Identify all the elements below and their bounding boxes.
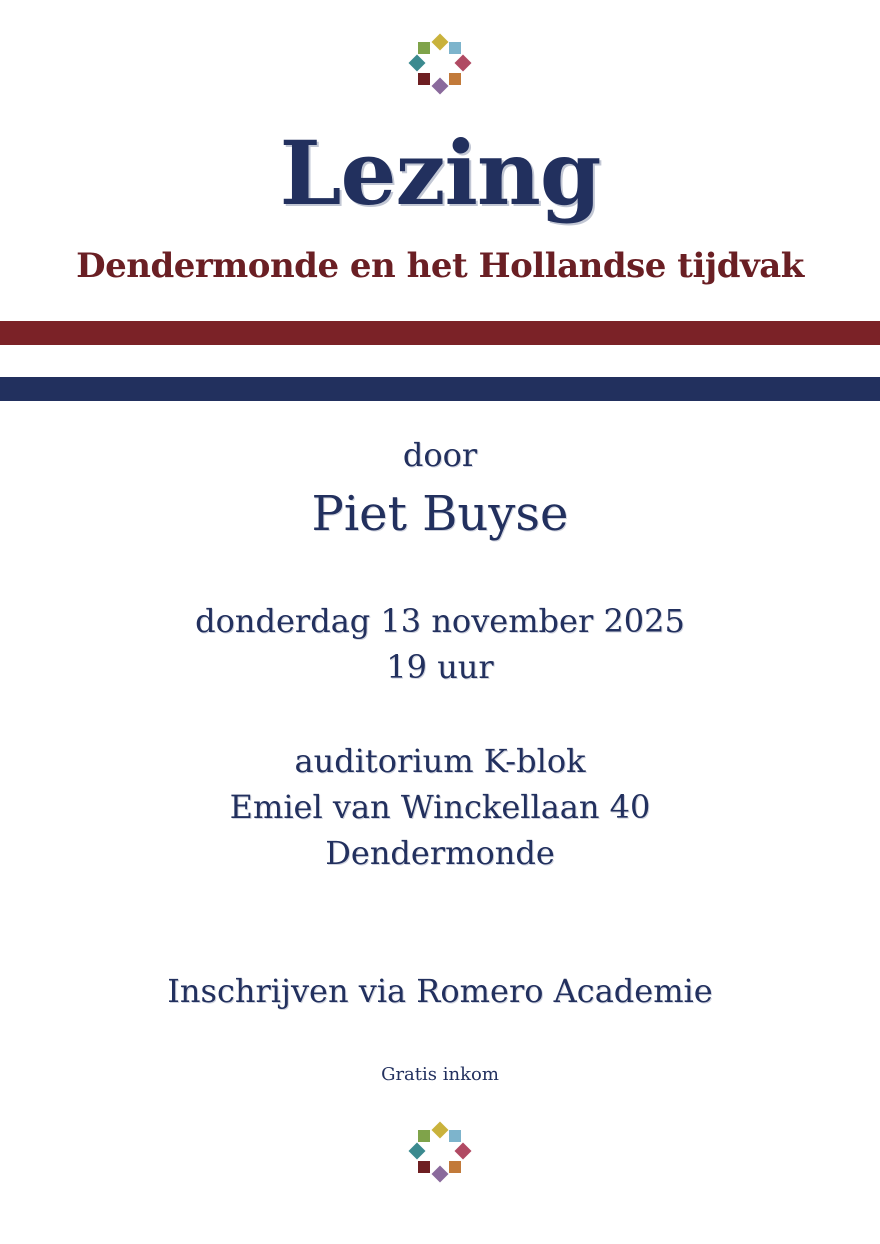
red-stripe: [0, 321, 880, 345]
logo-square-bottom: [432, 1166, 449, 1183]
logo-square-right: [455, 55, 472, 72]
event-date: donderdag 13 november 2025: [195, 602, 685, 640]
free-entry-note: Gratis inkom: [381, 1064, 499, 1085]
logo-square-top-left: [418, 42, 430, 54]
lecture-subtitle: Dendermonde en het Hollandse tijdvak: [76, 246, 804, 286]
speaker-intro: door: [402, 436, 478, 474]
romero-logo-icon-bottom: [403, 1118, 475, 1190]
event-time: 19 uur: [386, 648, 494, 686]
logo-square-bottom-right: [449, 73, 461, 85]
logo-square-left: [409, 1143, 426, 1160]
logo-square-left: [409, 55, 426, 72]
logo-square-bottom-left: [418, 73, 430, 85]
registration-note: Inschrijven via Romero Academie: [167, 972, 713, 1010]
blue-stripe: [0, 377, 880, 401]
logo-square-bottom: [432, 78, 449, 95]
venue-line-2: Emiel van Winckellaan 40: [229, 788, 651, 826]
logo-square-bottom-right: [449, 1161, 461, 1173]
logo-square-right: [455, 1143, 472, 1160]
logo-square-top-right: [449, 1130, 461, 1142]
logo-square-top-right: [449, 42, 461, 54]
venue-line-3: Dendermonde: [325, 834, 555, 872]
logo-square-top: [432, 34, 449, 51]
venue-line-1: auditorium K-blok: [294, 742, 586, 780]
speaker-name: Piet Buyse: [311, 486, 569, 542]
logo-square-bottom-left: [418, 1161, 430, 1173]
logo-square-top-left: [418, 1130, 430, 1142]
logo-square-top: [432, 1122, 449, 1139]
page-title: Lezing: [279, 121, 601, 225]
romero-logo-icon: [403, 30, 475, 102]
